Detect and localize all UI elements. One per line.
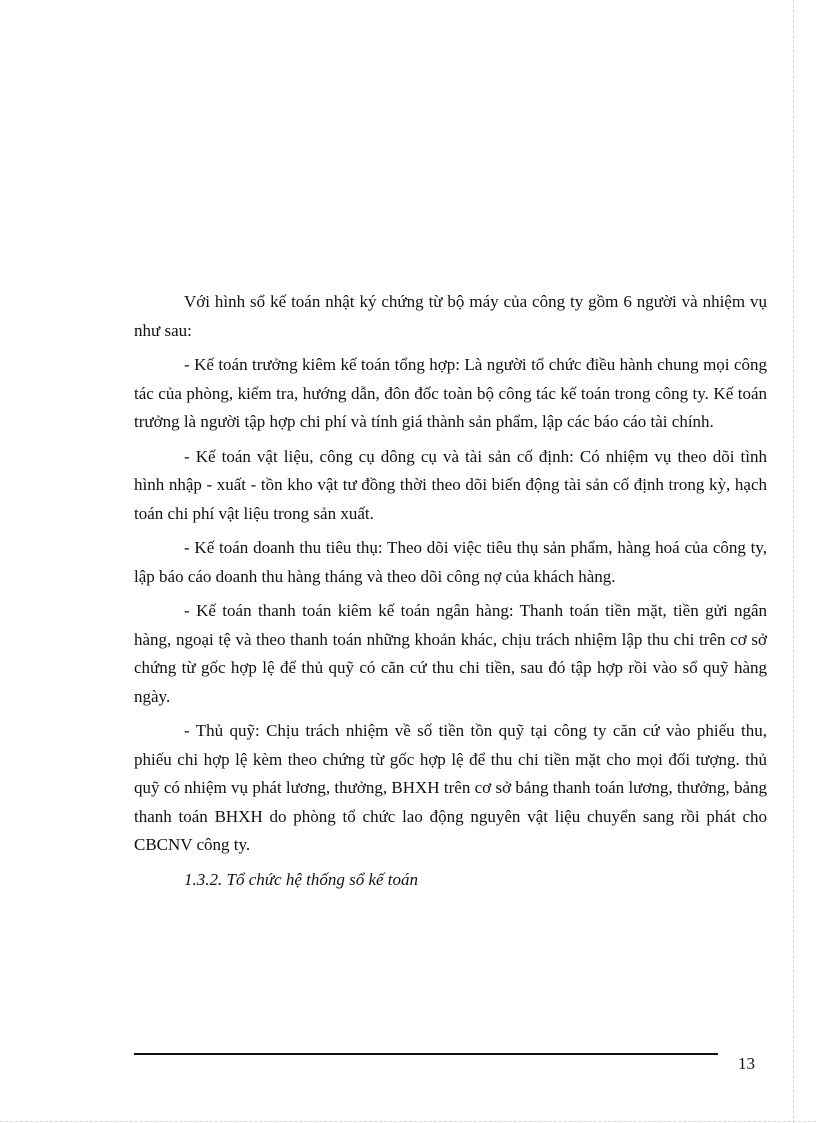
section-heading: 1.3.2. Tổ chức hệ thống sổ kế toán: [184, 869, 419, 889]
paragraph-intro: Với hình sổ kế toán nhật ký chứng từ bộ máy của công ty gồm 6 người và nhiệm vụ như sau:: [134, 292, 767, 340]
document-body: [134, 288, 767, 894]
paragraph-revenue-accountant: - Kế toán doanh thu tiêu thụ: Theo dõi việc tiêu thụ sản phẩm, hàng hoá của công ty, lập báo cáo doanh thu hàng tháng và theo dõi công nợ của khách hàng.: [134, 538, 767, 586]
page-number: 13: [738, 1054, 755, 1073]
footer-rule: [134, 1053, 718, 1055]
paragraph-chief-accountant: - Kế toán trưởng kiêm kế toán tổng hợp: Là người tổ chức điều hành chung mọi công tác của phòng, kiểm tra, hướng dẫn, đôn đốc toàn bộ công tác kế toán trong công ty. Kế toán trưởng là người tập hợp chi phí và tính giá thành sản phẩm, lập các báo cáo tài chính.: [134, 355, 767, 431]
page-border-bottom: [0, 1121, 816, 1122]
page-border-right: [793, 0, 794, 1123]
paragraph-materials-accountant: - Kế toán vật liệu, công cụ dông cụ và tài sản cố định: Có nhiệm vụ theo dõi tình hình nhập - xuất - tồn kho vật tư đồng thời theo dõi biến động tài sản cố định trong kỳ, hạch toán chi phí vật liệu trong sản xuất.: [134, 446, 767, 523]
paragraph-treasurer: - Thủ quỹ: Chịu trách nhiệm về số tiền tồn quỹ tại công ty căn cứ vào phiếu thu, phiếu chi hợp lệ kèm theo chứng từ gốc hợp lệ để thu chi tiền mặt cho mọi đối tượng. thủ quỹ có nhiệm vụ phát lương, thưởng, BHXH trên cơ sở bảng thanh toán lương, thưởng, bảng thanh toán BHXH do phòng tổ chức lao động nguyên vật liệu chuyển sang rồi phát cho CBCNV công ty.: [134, 721, 767, 854]
paragraph-payment-accountant: - Kế toán thanh toán kiêm kế toán ngân hàng: Thanh toán tiền mặt, tiền gửi ngân hàng, ngoại tệ và theo thanh toán những khoản khác, chịu trách nhiệm lập thu chi trên cơ sở chứng từ gốc hợp lệ để thủ quỹ có căn cứ thu chi tiền, sau đó tập hợp rồi vào sổ quỹ hàng ngày.: [134, 601, 767, 706]
